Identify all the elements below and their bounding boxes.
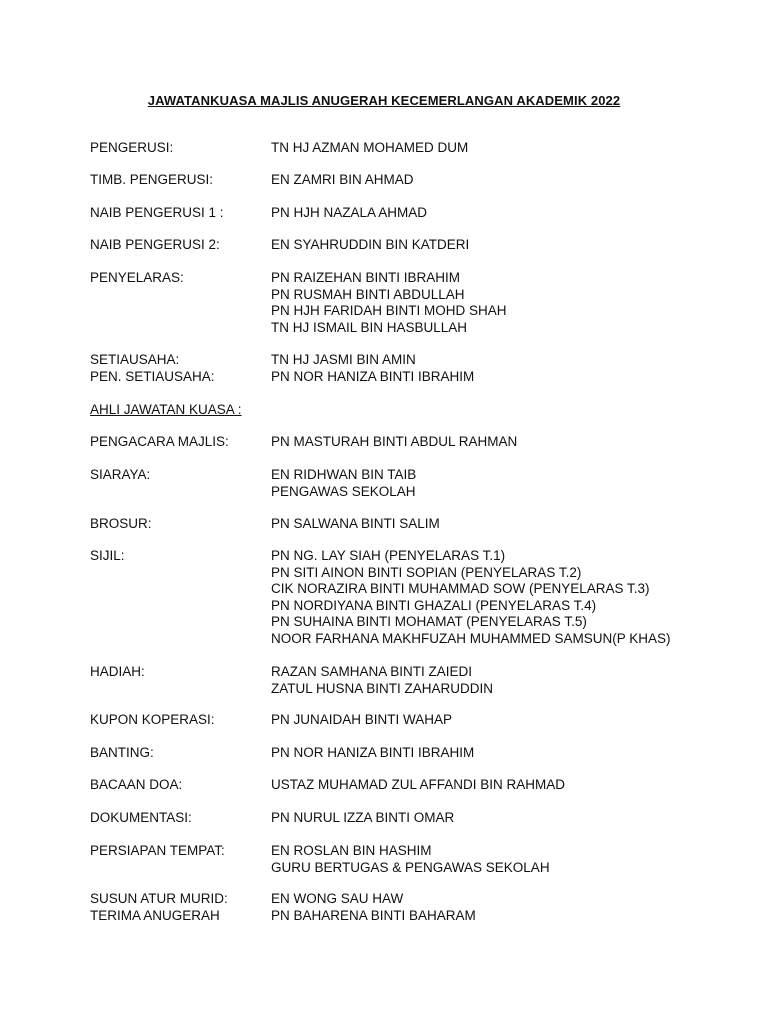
member-list: [271, 843, 550, 876]
member-name: CIK NORAZIRA BINTI MUHAMMAD SOW (PENYELARAS T.3): [271, 581, 650, 596]
role-label: KUPON KOPERASI:: [90, 712, 215, 727]
member-list: [271, 140, 468, 157]
member-name: PN RAIZEHAN BINTI IBRAHIM: [271, 270, 461, 285]
member-list: [271, 712, 452, 729]
role-label: PENGERUSI:: [90, 140, 174, 155]
member-name: TN HJ ISMAIL BIN HASBULLAH: [271, 319, 468, 335]
role-label: PENYELARAS:: [90, 270, 184, 285]
member-list: [271, 548, 671, 647]
member-name: PN JUNAIDAH BINTI WAHAP: [271, 712, 453, 727]
member-name: GURU BERTUGAS & PENGAWAS SEKOLAH: [271, 859, 550, 875]
role-label: PENGACARA MAJLIS:: [90, 434, 229, 449]
member-name: PN MASTURAH BINTI ABDUL RAHMAN: [271, 434, 518, 449]
member-name: TN HJ JASMI BIN AMIN: [271, 352, 416, 367]
member-name: EN SYAHRUDDIN BIN KATDERI: [271, 237, 470, 252]
member-name: PN HJH FARIDAH BINTI MOHD SHAH: [271, 303, 507, 318]
member-name: PN SITI AINON BINTI SOPIAN (PENYELARAS T.2): [271, 564, 582, 580]
member-name: EN WONG SAU HAW: [271, 891, 404, 906]
member-name: PN NORDIYANA BINTI GHAZALI (PENYELARAS T.4): [271, 597, 597, 613]
role-label: NAIB PENGERUSI 2:: [90, 237, 220, 252]
member-name: PN SALWANA BINTI SALIM: [271, 516, 440, 531]
role-label: PEN. SETIAUSAHA:: [90, 369, 215, 384]
member-list: [271, 352, 416, 369]
role-label: BANTING:: [90, 745, 154, 760]
member-list: [271, 172, 414, 189]
role-label: SETIAUSAHA:: [90, 352, 180, 367]
member-name: PN BAHARENA BINTI BAHARAM: [271, 908, 476, 923]
member-name: EN ROSLAN BIN HASHIM: [271, 843, 432, 858]
member-list: [271, 664, 493, 697]
member-list: [271, 891, 403, 908]
member-name: PN HJH NAZALA AHMAD: [271, 205, 428, 220]
role-label: PERSIAPAN TEMPAT:: [90, 843, 225, 858]
member-list: [271, 467, 416, 500]
role-label: SIARAYA:: [90, 467, 151, 482]
member-name: PN NG. LAY SIAH (PENYELARAS T.1): [271, 548, 506, 563]
member-list: [271, 237, 469, 254]
member-name: PN SUHAINA BINTI MOHAMAT (PENYELARAS T.5): [271, 614, 587, 629]
member-name: PENGAWAS SEKOLAH: [271, 483, 416, 499]
member-name: ZATUL HUSNA BINTI ZAHARUDDIN: [271, 680, 494, 696]
member-list: [271, 205, 427, 222]
member-list: [271, 516, 440, 533]
member-list: [271, 908, 476, 925]
member-name: EN ZAMRI BIN AHMAD: [271, 172, 414, 187]
member-name: NOOR FARHANA MAKHFUZAH MUHAMMED SAMSUN(P KHAS): [271, 630, 671, 646]
member-list: [271, 810, 454, 827]
role-label: DOKUMENTASI:: [90, 810, 192, 825]
member-list: [271, 434, 517, 451]
section-heading: AHLI JAWATAN KUASA :: [90, 402, 242, 417]
member-name: PN NOR HANIZA BINTI IBRAHIM: [271, 745, 475, 760]
member-name: EN RIDHWAN BIN TAIB: [271, 467, 417, 482]
member-name: USTAZ MUHAMAD ZUL AFFANDI BIN RAHMAD: [271, 777, 566, 792]
member-list: [271, 777, 565, 794]
role-label: TERIMA ANUGERAH: [90, 908, 220, 923]
role-label: BACAAN DOA:: [90, 777, 183, 792]
member-name: TN HJ AZMAN MOHAMED DUM: [271, 140, 469, 155]
role-label: SUSUN ATUR MURID:: [90, 891, 228, 906]
member-list: [271, 745, 474, 762]
role-label: TIMB. PENGERUSI:: [90, 172, 214, 187]
member-name: PN NURUL IZZA BINTI OMAR: [271, 810, 455, 825]
role-label: HADIAH:: [90, 664, 145, 679]
member-name: PN NOR HANIZA BINTI IBRAHIM: [271, 369, 475, 384]
member-name: PN RUSMAH BINTI ABDULLAH: [271, 286, 465, 302]
role-label: NAIB PENGERUSI 1 :: [90, 205, 224, 220]
document-title: JAWATANKUASA MAJLIS ANUGERAH KECEMERLANGAN AKADEMIK 2022: [147, 93, 621, 108]
member-list: [271, 270, 507, 336]
member-list: [271, 369, 474, 386]
member-name: RAZAN SAMHANA BINTI ZAIEDI: [271, 664, 473, 679]
role-label: BROSUR:: [90, 516, 152, 531]
role-label: SIJIL:: [90, 548, 125, 563]
